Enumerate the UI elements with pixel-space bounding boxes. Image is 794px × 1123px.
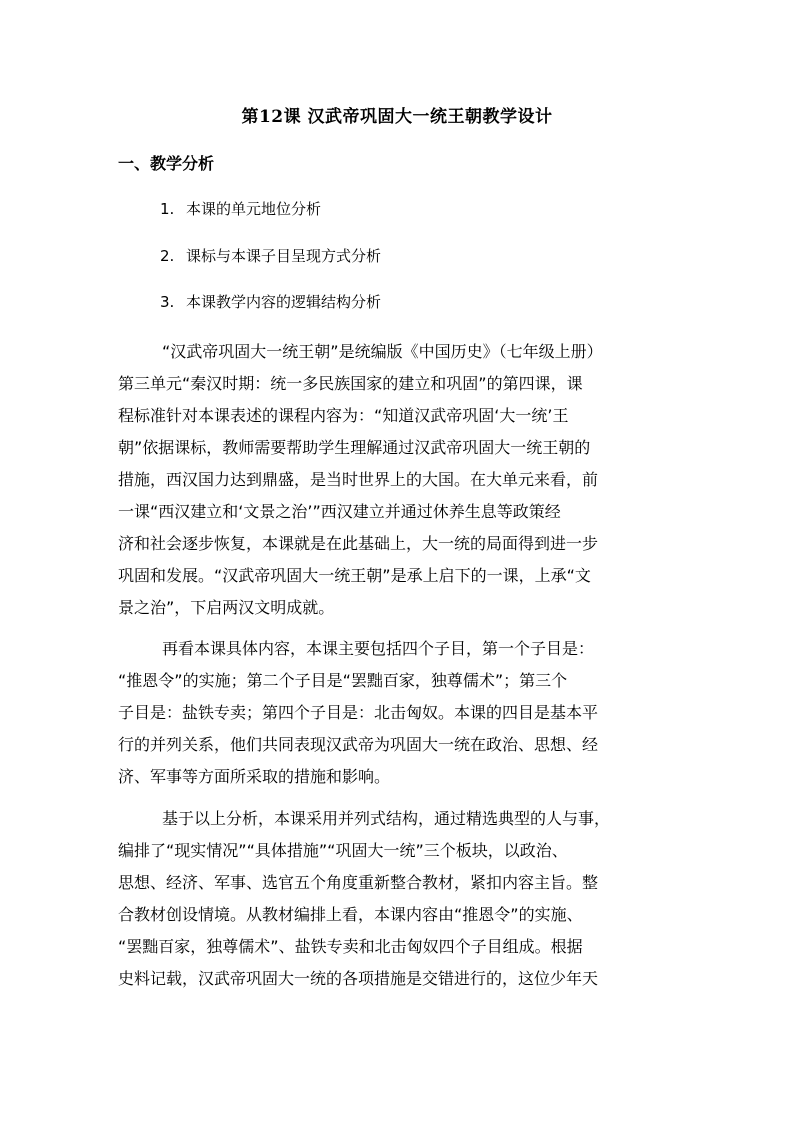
- paragraph-line: 一课“西汉建立和‘文景之治’”西汉建立并通过休养生息等政策经: [118, 502, 561, 521]
- paragraph-unit-position: [118, 336, 678, 624]
- list-item-text: 本课的单元地位分析: [186, 200, 322, 218]
- paragraph-line: 史料记载，汉武帝巩固大一统的各项措施是交错进行的，这位少年天: [118, 969, 599, 988]
- paragraph-line: “罢黜百家，独尊儒术”、盐铁专卖和北击匈奴四个子目组成。根据: [118, 937, 583, 956]
- list-item: [160, 243, 381, 269]
- paragraph-line: 再看本课具体内容，本课主要包括四个子目，第一个子目是：: [162, 639, 595, 658]
- paragraph-line: 措施，西汉国力达到鼎盛，是当时世界上的大国。在大单元来看，前: [118, 470, 599, 489]
- section-heading: 一、教学分析: [118, 154, 215, 173]
- list-item: [160, 196, 321, 222]
- paragraph-line: 思想、经济、军事、选官五个角度重新整合教材，紧扣内容主旨。整: [118, 873, 599, 892]
- list-item: [160, 289, 381, 315]
- paragraph-line: 巩固和发展。“汉武帝巩固大一统王朝”是承上启下的一课，上承“文: [118, 566, 591, 585]
- list-item-text: 本课教学内容的逻辑结构分析: [186, 293, 382, 311]
- paragraph-line: 合教材创设情境。从教材编排上看，本课内容由“推恩令”的实施、: [118, 905, 583, 924]
- paragraph-line: 程标准针对本课表述的课程内容为：“知道汉武帝巩固‘大一统’王: [118, 406, 569, 425]
- list-item-number: 3.: [160, 293, 175, 311]
- paragraph-line: 济和社会逐步恢复，本课就是在此基础上，大一统的局面得到进一步: [118, 534, 599, 553]
- paragraph-line: 景之治”，下启两汉文明成就。: [118, 598, 335, 617]
- list-item-number: 2.: [160, 247, 175, 265]
- paragraph-line: 行的并列关系，他们共同表现汉武帝为巩固大一统在政治、思想、经: [118, 735, 599, 754]
- document-title: 第12课 汉武帝巩固大一统王朝教学设计: [241, 107, 553, 127]
- paragraph-line: “汉武帝巩固大一统王朝”是统编版《中国历史》（七年级上册）: [162, 342, 603, 361]
- paragraph-line: 子目是：盐铁专卖；第四个子目是：北击匈奴。本课的四目是基本平: [118, 703, 599, 722]
- list-item-text: 课标与本课子目呈现方式分析: [186, 247, 382, 265]
- paragraph-line: 济、军事等方面所采取的措施和影响。: [118, 767, 391, 786]
- paragraph-content: [118, 633, 678, 793]
- paragraph-line: 朝”依据课标，教师需要帮助学生理解通过汉武帝巩固大一统王朝的: [118, 438, 591, 457]
- paragraph-line: “推恩令”的实施；第二个子目是“罢黜百家，独尊儒术”；第三个: [118, 671, 568, 690]
- list-item-number: 1.: [160, 200, 175, 218]
- paragraph-line: 第三单元“秦汉时期：统一多民族国家的建立和巩固”的第四课，课: [118, 374, 583, 393]
- paragraph-line: 基于以上分析，本课采用并列式结构，通过精选典型的人与事，: [162, 809, 611, 828]
- paragraph-structure: [118, 803, 678, 995]
- paragraph-line: 编排了“现实情况”“具体措施”“巩固大一统”三个板块，以政治、: [118, 841, 568, 860]
